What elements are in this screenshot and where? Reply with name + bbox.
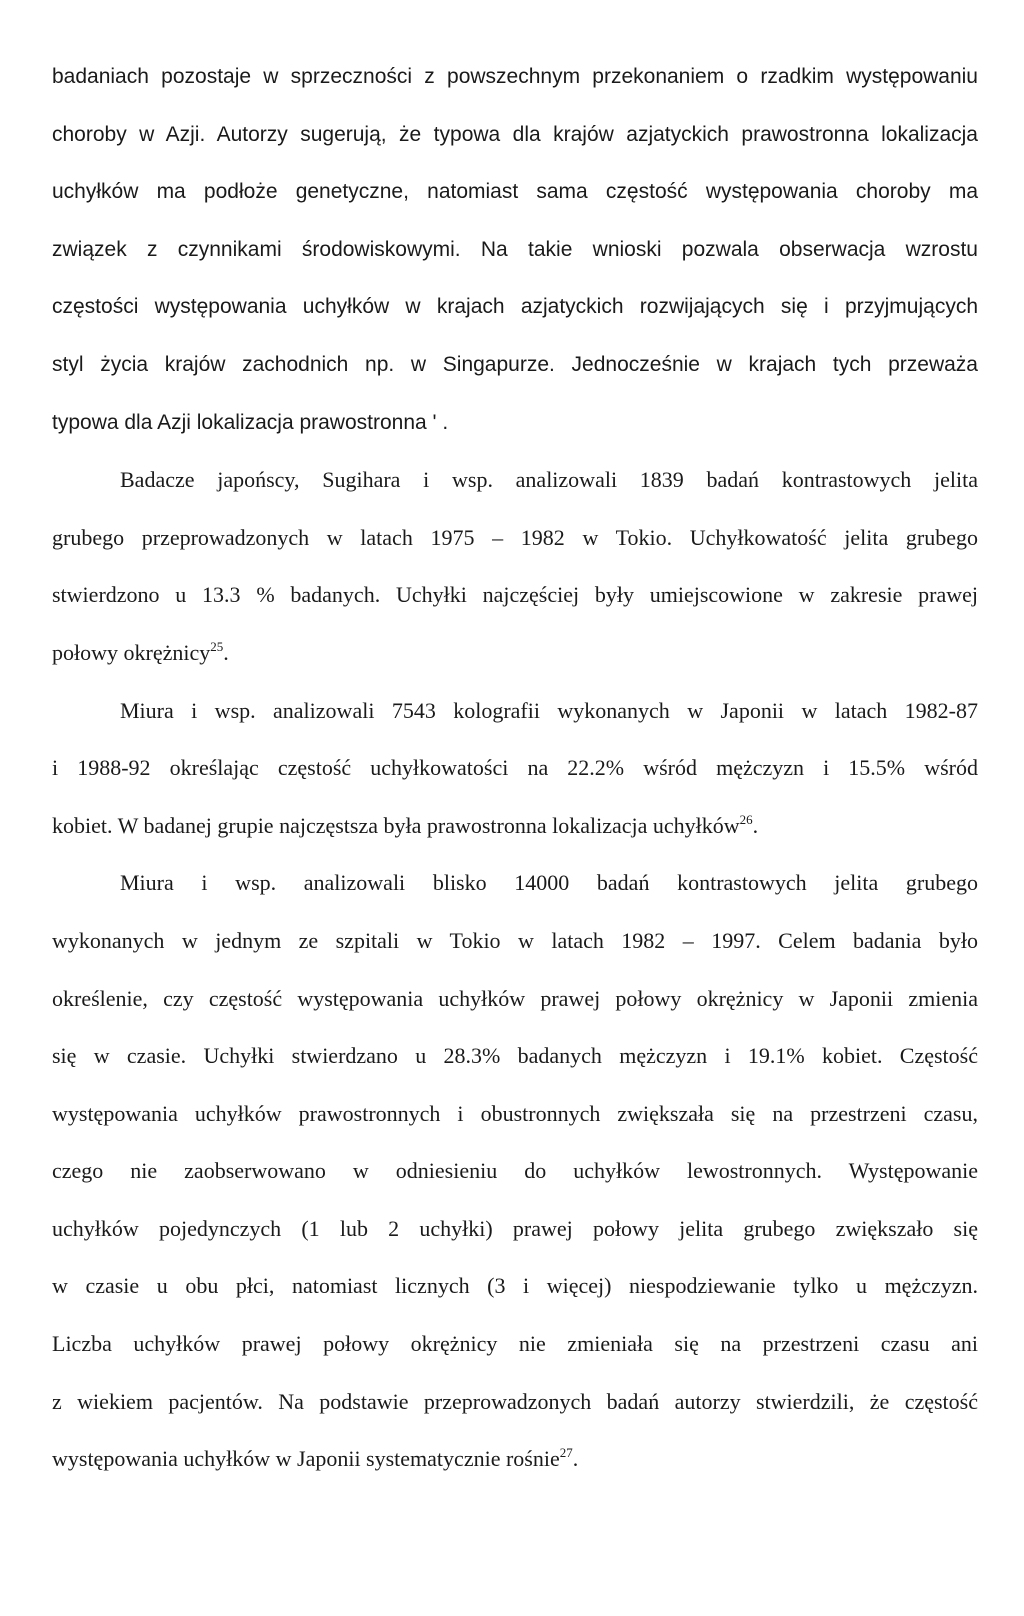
line-text-end: . — [223, 639, 229, 665]
text-line — [52, 292, 978, 350]
text-line — [52, 235, 978, 293]
line-text: się w czasie. Uchyłki stwierdzano u 28.3% badanych mężczyzn i 19.1% kobiet. Częstość — [52, 1043, 978, 1069]
text-line — [52, 120, 978, 178]
line-text: związek z czynnikami środowiskowymi. Na takie wnioski pozwala obserwacja wzrostu — [52, 237, 978, 261]
text-line — [52, 1041, 978, 1099]
footnote-reference: 25 — [210, 638, 224, 654]
line-text: wykonanych w jednym ze szpitali w Tokio w latach 1982 – 1997. Celem badania było — [52, 927, 978, 953]
line-text: z wiekiem pacjentów. Na podstawie przeprowadzonych badań autorzy stwierdzili, że częstość — [52, 1388, 978, 1414]
line-text: choroby w Azji. Autorzy sugerują, że typowa dla krajów azjatyckich prawostronna lokalizacja — [52, 122, 978, 146]
text-line — [52, 638, 978, 696]
line-text: Liczba uchyłków prawej połowy okrężnicy nie zmieniała się na przestrzeni czasu ani — [52, 1331, 978, 1357]
line-text: połowy okrężnicy — [52, 639, 211, 665]
text-line — [52, 177, 978, 235]
text-line — [52, 984, 978, 1042]
text-line — [52, 1271, 978, 1329]
line-text: grubego przeprowadzonych w latach 1975 – 1982 w Tokio. Uchyłkowatość jelita grubego — [52, 524, 978, 550]
line-text: występowania uchyłków w Japonii systematycznie rośnie — [52, 1446, 560, 1472]
line-text: i 1988-92 określając częstość uchyłkowatości na 22.2% wśród mężczyzn i 15.5% wśród — [52, 755, 978, 781]
text-line — [52, 408, 978, 466]
line-text: styl życia krajów zachodnich np. w Singapurze. Jednocześnie w krajach tych przeważa — [52, 352, 978, 376]
text-line — [52, 868, 978, 926]
text-line — [52, 350, 978, 408]
text-line — [52, 1099, 978, 1157]
text-line — [52, 811, 978, 869]
line-text: Miura i wsp. analizowali 7543 kolografii wykonanych w Japonii w latach 1982-87 — [120, 697, 978, 723]
footnote-reference: 27 — [559, 1445, 573, 1461]
text-line — [52, 1156, 978, 1214]
line-text-end: . — [752, 812, 759, 838]
line-text: uchyłków pojedynczych (1 lub 2 uchyłki) prawej połowy jelita grubego zwiększało się — [52, 1215, 978, 1241]
line-text: w czasie u obu płci, natomiast licznych (3 i więcej) niespodziewanie tylko u mężczyzn. — [52, 1273, 978, 1299]
line-text: Badacze japońscy, Sugihara i wsp. analizowali 1839 badań kontrastowych jelita — [120, 467, 978, 493]
line-text: określenie, czy częstość występowania uchyłków prawej połowy okrężnicy w Japonii zmienia — [52, 985, 978, 1011]
footnote-reference: 26 — [739, 811, 753, 827]
line-text: stwierdzono u 13.3 % badanych. Uchyłki najczęściej były umiejscowione w zakresie prawej — [52, 582, 978, 608]
text-line — [52, 580, 978, 638]
line-text: czego nie zaobserwowano w odniesieniu do uchyłków lewostronnych. Występowanie — [52, 1158, 978, 1184]
line-text: częstości występowania uchyłków w krajach azjatyckich rozwijających się i przyjmujących — [52, 295, 978, 319]
text-line — [52, 62, 978, 120]
line-text: występowania uchyłków prawostronnych i obustronnych zwiększała się na przestrzeni czasu, — [52, 1100, 978, 1126]
text-line — [52, 1214, 978, 1272]
text-line — [52, 753, 978, 811]
document-page — [52, 62, 978, 1502]
line-text: kobiet. W badanej grupie najczęstsza była prawostronna lokalizacja uchyłków — [52, 812, 740, 838]
text-line — [52, 1329, 978, 1387]
text-line — [52, 523, 978, 581]
text-line — [52, 1444, 978, 1502]
line-text: Miura i wsp. analizowali blisko 14000 badań kontrastowych jelita grubego — [120, 870, 978, 896]
line-text: uchyłków ma podłoże genetyczne, natomiast sama częstość występowania choroby ma — [52, 180, 978, 204]
text-line — [52, 465, 978, 523]
text-line — [52, 926, 978, 984]
line-text: typowa dla Azji lokalizacja prawostronna ' . — [52, 410, 449, 434]
line-text: badaniach pozostaje w sprzeczności z powszechnym przekonaniem o rzadkim występowaniu — [52, 65, 978, 88]
line-text-end: . — [572, 1446, 579, 1472]
text-line — [52, 696, 978, 754]
text-line — [52, 1387, 978, 1445]
